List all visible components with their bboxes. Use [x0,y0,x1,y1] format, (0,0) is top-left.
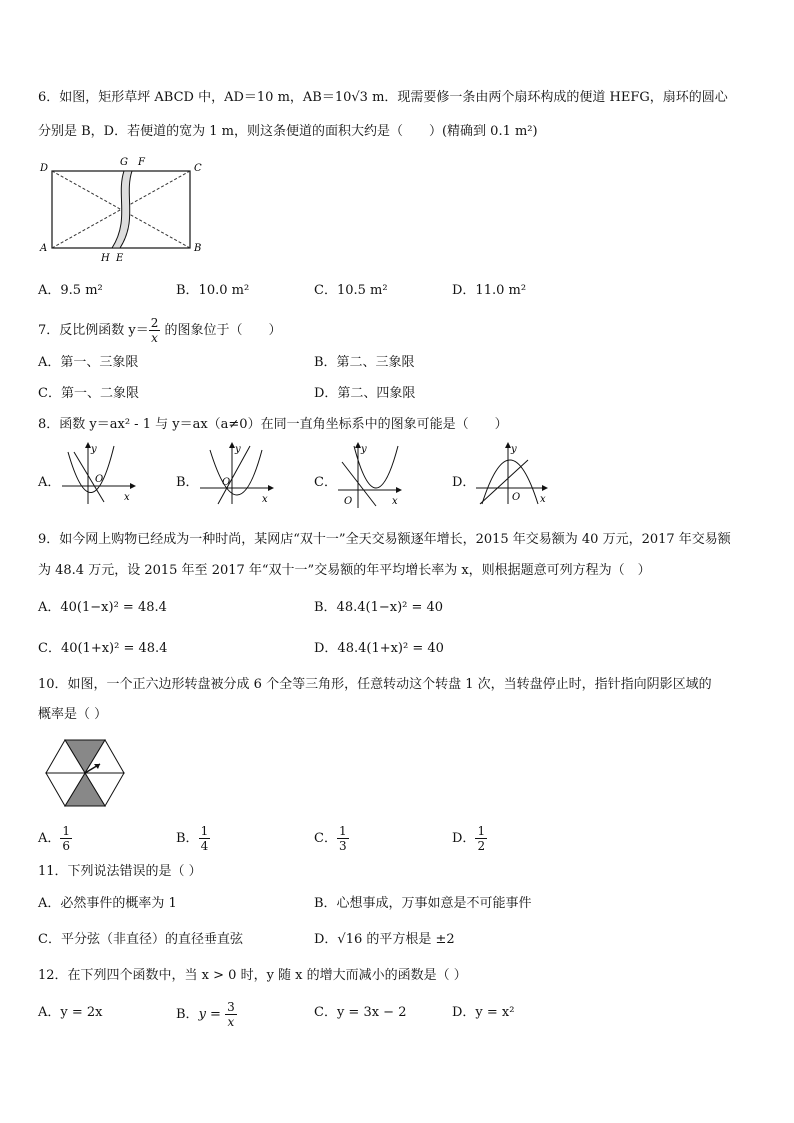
label-C: C [194,163,202,174]
q12-option-b-num: 3 [227,1000,235,1014]
q7-fraction [149,316,161,345]
axis-label-x: x [124,492,130,503]
q8-graph-c[interactable] [336,440,416,510]
axis-label-o: O [222,477,231,488]
q6-line1: 6．如图，矩形草坪 ABCD 中，AD＝10 m，AB＝10√3 m．现需要修一条由两个扇环构成的便道 HEFG，扇环的圆心 [38,90,728,105]
axis-label-o: O [512,492,521,503]
q8-option-d-label[interactable]: D． [452,475,476,490]
q10-option-c[interactable] [314,824,349,853]
label-D: D [40,163,49,174]
q11-option-c[interactable]: C．平分弦（非直径）的直径垂直弦 [38,932,243,947]
q12-option-c[interactable]: C．y = 3x − 2 [314,1005,407,1020]
q12-option-a[interactable]: A．y = 2x [38,1005,103,1020]
q10-option-b-num: 1 [200,824,209,838]
q11-option-b[interactable]: B．心想事成，万事如意是不可能事件 [314,896,532,911]
q10-option-d-fraction [475,824,487,853]
q10-option-b-den: 4 [200,839,209,853]
q9-option-d[interactable]: D．48.4(1+x)² = 40 [314,641,444,656]
q8-option-b-label[interactable]: B． [176,475,199,490]
q6-figure [38,155,208,265]
axis-label-y: y [91,444,97,455]
axis-label-y: y [511,444,517,455]
q10-option-a-num: 1 [62,824,71,838]
q10-option-d-label: D． [452,831,476,846]
label-H: H [101,253,110,264]
q10-option-c-label: C． [314,831,337,846]
q12-option-b-prefix: y = [198,1007,226,1022]
q10-option-d[interactable] [452,824,487,853]
q10-option-d-den: 2 [477,839,486,853]
q12-option-b-den: x [227,1015,235,1029]
q10-option-a-den: 6 [62,839,71,853]
q7-frac-den: x [151,331,158,345]
q12-option-d[interactable]: D．y = x² [452,1005,515,1020]
axis-label-o: O [95,474,104,485]
q8-graph-d[interactable] [474,440,554,508]
q9-option-c[interactable]: C．40(1+x)² = 48.4 [38,641,168,656]
q9-option-a[interactable]: A．40(1−x)² = 48.4 [38,600,167,615]
q12-option-b-label: B． [176,1007,199,1022]
label-E: E [116,253,124,264]
q7-suffix: 的图象位于（ ） [160,323,282,338]
q7-option-c[interactable]: C．第一、二象限 [38,386,139,401]
q8-option-a-label[interactable]: A． [38,475,61,490]
axis-label-x: x [262,494,268,505]
label-A: A [40,243,48,254]
q10-option-c-den: 3 [338,839,347,853]
q10-option-c-fraction [337,824,349,853]
q12-stem: 12．在下列四个函数中，当 x > 0 时，y 随 x 的增大而减小的函数是（ ） [38,968,467,983]
q11-option-d[interactable]: D．√16 的平方根是 ±2 [314,932,455,947]
q10-line2: 概率是（ ） [38,707,108,722]
q10-option-a-label: A． [38,831,61,846]
q7-option-b[interactable]: B．第二、三象限 [314,355,415,370]
label-F: F [138,157,145,168]
q6-option-b[interactable]: B．10.0 m² [176,283,250,298]
q12-option-b-fraction [225,1000,237,1029]
q10-option-b[interactable] [176,824,210,853]
q11-option-a[interactable]: A．必然事件的概率为 1 [38,896,177,911]
q10-line1: 10．如图，一个正六边形转盘被分成 6 个全等三角形，任意转动这个转盘 1 次，当转盘停止时，指针指向阴影区域的 [38,677,712,692]
q6-option-c[interactable]: C．10.5 m² [314,283,388,298]
q10-option-b-label: B． [176,831,199,846]
q10-option-b-fraction [199,824,211,853]
q7-option-a[interactable]: A．第一、三象限 [38,355,139,370]
q11-stem: 11．下列说法错误的是（ ） [38,864,202,879]
axis-label-y: y [361,444,367,455]
q10-option-c-num: 1 [338,824,347,838]
q7-stem [38,316,282,345]
q7-frac-num: 2 [150,316,159,330]
q12-option-b[interactable] [176,1000,237,1029]
label-G: G [120,157,128,168]
q6-option-a[interactable]: A．9.5 m² [38,283,103,298]
q9-option-b[interactable]: B．48.4(1−x)² = 40 [314,600,444,615]
q9-line1: 9．如今网上购物已经成为一种时尚，某网店“双十一”全天交易额逐年增长，2015 年交易额为 40 万元，2017 年交易额 [38,532,731,547]
axis-label-o: O [344,496,353,507]
q6-line2: 分别是 B，D．若便道的宽为 1 m，则这条便道的面积大约是（ ）(精确到 0.1 m²) [38,124,538,139]
q8-option-c-label[interactable]: C． [314,475,337,490]
q10-hexagon-spinner [44,738,126,808]
q10-option-a[interactable] [38,824,72,853]
q7-prefix: 7．反比例函数 y＝ [38,323,149,338]
q9-line2: 为 48.4 万元，设 2015 年至 2017 年“双十一”交易额的年平均增长率为 x，则根据题意可列方程为（ ） [38,563,651,578]
q8-graph-a[interactable] [60,440,140,508]
q7-option-d[interactable]: D．第二、四象限 [314,386,416,401]
label-B: B [194,243,202,254]
q8-graph-b[interactable] [198,440,278,508]
q6-option-d[interactable]: D．11.0 m² [452,283,527,298]
axis-label-x: x [392,496,398,507]
q8-stem: 8．函数 y＝ax² - 1 与 y＝ax（a≠0）在同一直角坐标系中的图象可能是（ ） [38,417,508,432]
q10-option-d-num: 1 [477,824,486,838]
axis-label-x: x [540,494,546,505]
axis-label-y: y [235,444,241,455]
q10-option-a-fraction [60,824,72,853]
